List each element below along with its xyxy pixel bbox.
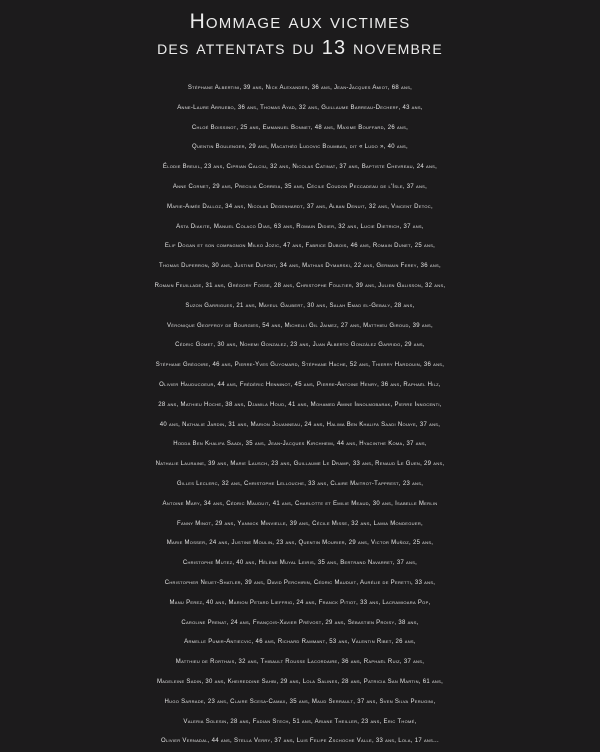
victim-names-row: Manu Perez, 40 ans, Marion Petard Lieffrig, 24 ans, Franck Pitiot, 33 ans, Lacramioara Pop, bbox=[169, 599, 431, 606]
victim-names-row: Anne-Laure Arruebo, 36 ans, Thomas Ayad, 32 ans, Guillaume Barreau-Decherf, 43 ans, bbox=[177, 104, 423, 111]
victim-names-row: Hugo Sarrade, 23 ans, Claire Scesa-Camax, 35 ans, Maud Serrault, 37 ans, Sven Silva Perugini, bbox=[164, 698, 436, 705]
victim-names-row: Valeria Solesin, 28 ans, Fadian Stech, 51 ans, Ariane Theiller, 23 ans, Eric Thomé, bbox=[183, 718, 417, 725]
victim-names-row: Armelle Pumir-Antiecvic, 46 ans, Richard Rammant, 53 ans, Valentin Ribet, 26 ans, bbox=[184, 639, 416, 646]
victim-names-row: Suzon Garrigues, 21 ans, Mayeul Gaubert, 30 ans, Salah Emad el-Gebaly, 28 ans, bbox=[185, 302, 415, 309]
victim-names-row: Romain Feuillade, 31 ans, Grégory Fosse, 28 ans, Christophe Foultier, 39 ans, Julien Galisson, 32 ans, bbox=[154, 282, 446, 289]
victim-names-row: Elif Dogan et son compagnon Milko Jozic, 47 ans, Fabrice Dubois, 46 ans, Romain Dunet, 25 ans, bbox=[164, 243, 436, 250]
victim-names-row: Élodie Breuil, 23 ans, Ciprian Calciu, 32 ans, Nicolas Catinat, 37 ans, Baptiste Chevreau, 24 ans, bbox=[162, 164, 438, 171]
victim-names-row: Nathalie Lauraine, 39 ans, Marie Lausch, 23 ans, Guillaume Le Dramp, 33 ans, Renaud Le Guen, 29 ans, bbox=[155, 461, 445, 468]
victim-names-row: Antoine Mary, 34 ans, Cédric Mauduit, 41 ans, Charlotte et Emilie Meaud, 30 ans, Isabelle Merlin bbox=[162, 500, 438, 507]
victim-names-row: Olivier Hauducoeur, 44 ans, Frédéric Henninot, 45 ans, Pierre-Antoine Henry, 36 ans, Raphaël Hilz, bbox=[159, 381, 441, 388]
victim-names-row: Asta Diakite, Manuel Colaco Dias, 63 ans, Romain Didier, 32 ans, Lucie Dietrich, 37 ans, bbox=[176, 223, 424, 230]
victim-names-row: Caroline Prenat, 24 ans, François-Xavier Prévost, 29 ans, Sébastien Proisy, 38 ans, bbox=[181, 619, 419, 626]
victim-names-row: Cédric Gomet, 30 ans, Nohemi Gonzalez, 23 ans, Juan Alberto González Garrido, 29 ans, bbox=[175, 342, 425, 349]
page-title bbox=[0, 0, 600, 61]
victim-names-row: Stéphane Albertini, 39 ans, Nick Alexander, 36 ans, Jean-Jacques Amiot, 68 ans, bbox=[187, 85, 413, 91]
victim-names-row: Anne Cornet, 29 ans, Precilia Correia, 35 ans, Cécile Coudon Peccadeau de l'Isle, 37 ans, bbox=[172, 183, 428, 190]
victim-names-row: Madeleine Sadin, 30 ans, Kheireddine Sahbi, 29 ans, Lola Salines, 28 ans, Patricia San Martin, 61 ans, bbox=[156, 678, 444, 685]
victim-names-row: Marie-Aimée Dalloz, 34 ans, Nicolas Degenhardt, 37 ans, Alban Denuit, 32 ans, Vincent Detoc, bbox=[167, 203, 433, 210]
victim-names-row: 28 ans, Mathieu Hoche, 38 ans, Djamila Houd, 41 ans, Mohamed Amine Ibnolmobarak, Pierre Innocenti, bbox=[158, 401, 442, 408]
victim-names-row: Marie Mosser, 24 ans, Justine Moulin, 23 ans, Quentin Mourier, 29 ans, Victor Muñoz, 25 ans, bbox=[166, 540, 434, 547]
title-line-1: Hommage aux victimes bbox=[189, 10, 411, 33]
victim-names-row: Fanny Minot, 29 ans, Yannick Minvielle, 39 ans, Cécile Misse, 32 ans, Lamia Mondeguer, bbox=[177, 520, 423, 527]
victim-names-row: Stéphane Grégoire, 46 ans, Pierre-Yves Guyomard, Stéphane Hache, 52 ans, Thierry Hardouin, 36 ans, bbox=[155, 362, 445, 369]
victim-names-row: Olivier Vernadal, 44 ans, Stella Verry, 37 ans, Luis Felipe Zschoche Valle, 33 ans, Lola, 17 ans... bbox=[161, 738, 439, 745]
victim-names-row: Véronique Geoffroy de Bourgies, 54 ans, Michelli Gil Jaimez, 27 ans, Matthieu Giroud, 39 ans, bbox=[167, 322, 433, 329]
victim-names-row: Thomas Duperron, 30 ans, Justine Dupont, 34 ans, Mathias Dymarski, 22 ans, Germain Ferey, 36 ans, bbox=[159, 263, 441, 270]
victim-names-row: Christophe Mutez, 40 ans, Hélène Muyal Leiris, 35 ans, Bertrand Navarret, 37 ans, bbox=[182, 560, 418, 567]
victim-names-row: Matthieu de Rorthais, 32 ans, Thibault Rousse Lacordaire, 36 ans, Raphaël Ruiz, 37 ans, bbox=[175, 659, 425, 666]
victim-names-row: Christopher Neuet-Shatler, 39 ans, David Perchirin, Cédric Mauduit, Aurélie de Peretti, 33 ans, bbox=[164, 579, 436, 586]
victim-names-row: Hodda Ben Khalifa Saadi, 35 ans, Jean-Jacques Kirchheim, 44 ans, Hyacinthe Koma, 37 ans, bbox=[173, 441, 427, 448]
victim-names-row: Gilles Leclerc, 32 ans, Christophe Lellouche, 33 ans, Claire Maitrot-Tapprest, 23 ans, bbox=[176, 480, 424, 487]
title-line-2: des attentats du 13 novembre bbox=[157, 37, 443, 59]
victim-names-row: Quentin Boulenger, 29 ans, Macathéo Ludovic Boumbas, dit « Ludo », 40 ans, bbox=[192, 144, 408, 151]
victim-names-list bbox=[0, 79, 600, 752]
victim-names-row: 40 ans, Nathalie Jardin, 31 ans, Marion Jouanneau, 24 ans, Halima Ben Khalifa Saadi Noiaye, 37 ans, bbox=[159, 421, 441, 428]
victim-names-row: Chloé Boissinot, 25 ans, Emmanuel Bonnet, 48 ans, Maxime Bouffard, 26 ans, bbox=[191, 124, 409, 131]
